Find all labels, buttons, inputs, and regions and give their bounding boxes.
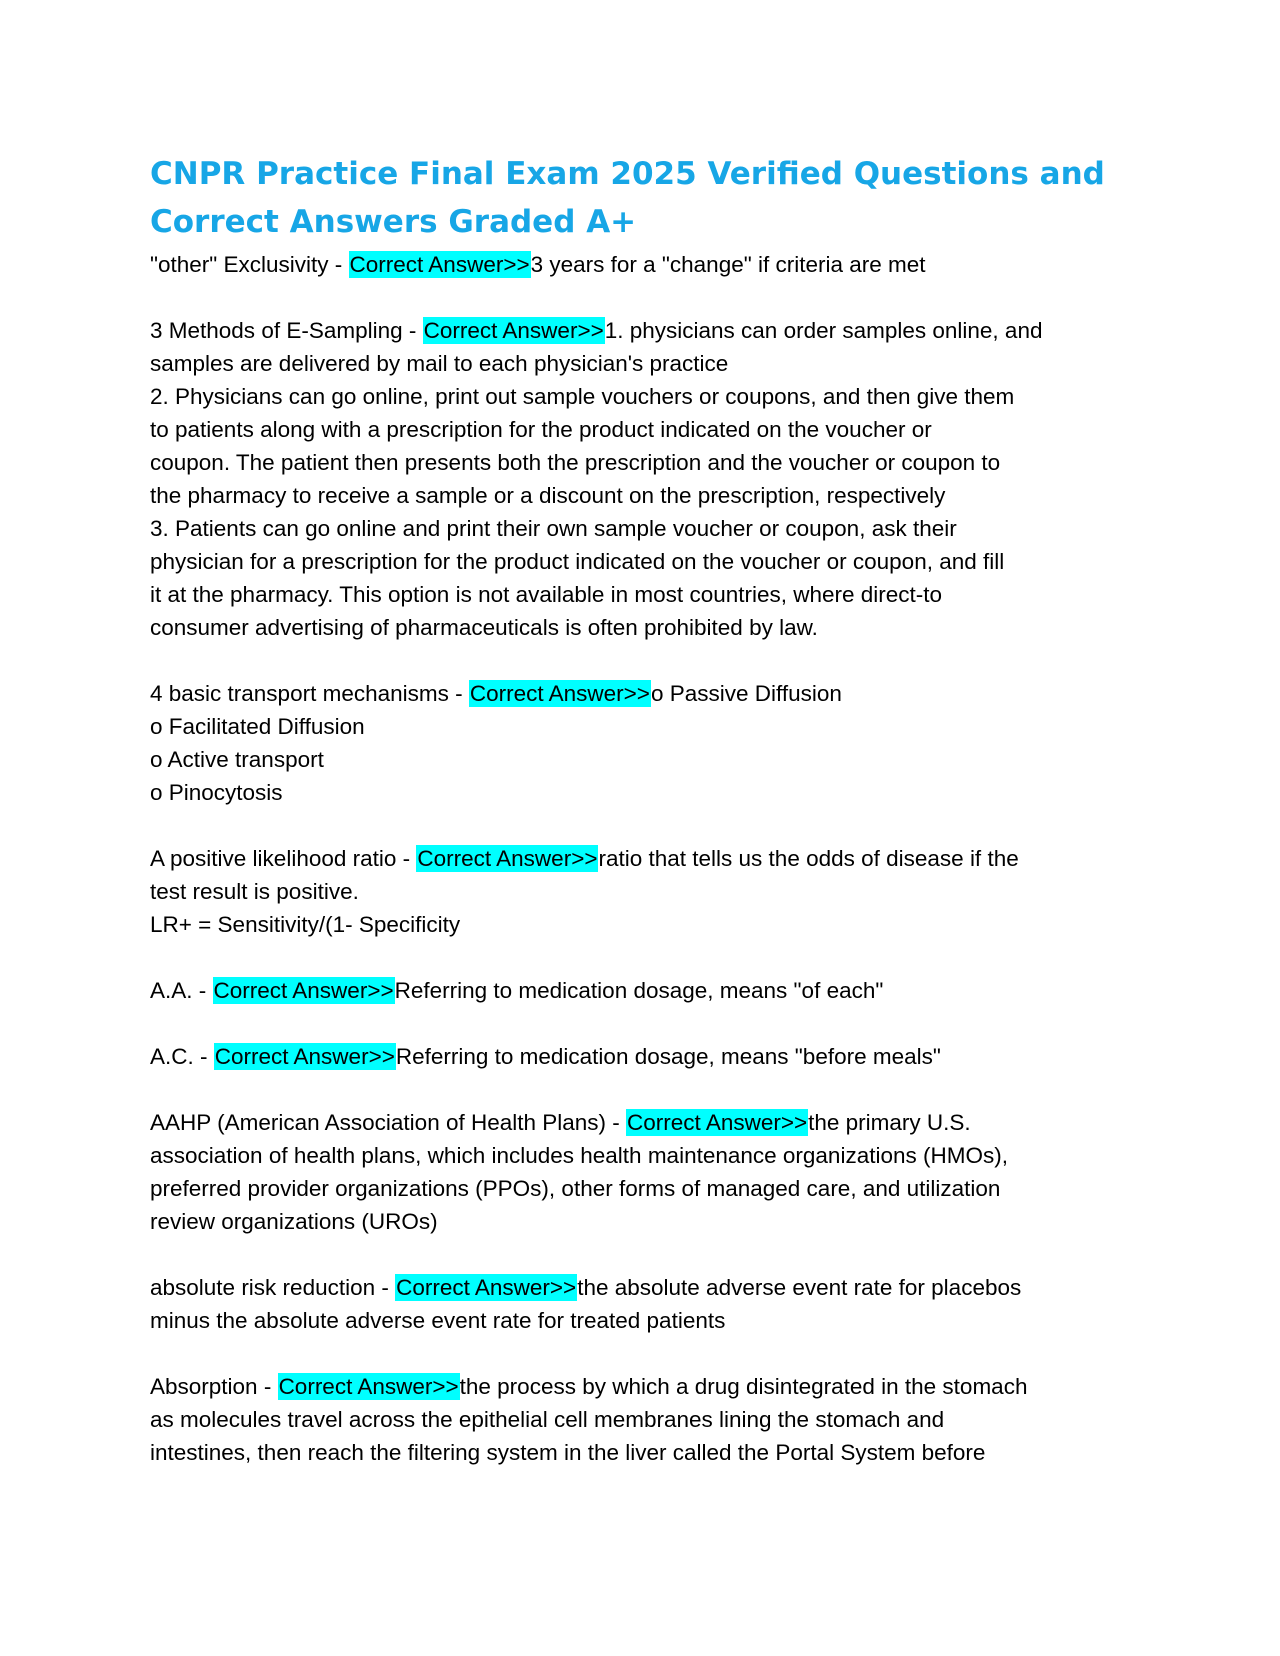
document-title: [150, 150, 1150, 246]
qa-answer-continuation-line: review organizations (UROs): [150, 1209, 438, 1234]
qa-term: A positive likelihood ratio -: [150, 846, 417, 871]
qa-term: A.A. -: [150, 978, 213, 1003]
qa-answer-continuation-line: coupon. The patient then presents both the prescription and the voucher or coupon to: [150, 450, 1001, 475]
qa-answer-continuation-line: minus the absolute adverse event rate for treated patients: [150, 1308, 726, 1333]
qa-answer-continuation-line: intestines, then reach the filtering system in the liver called the Portal System before: [150, 1440, 986, 1465]
qa-answer-continuation-line: to patients along with a prescription for the product indicated on the voucher or: [150, 417, 932, 442]
qa-entry-list: [150, 248, 1140, 1502]
qa-answer-continuation-line: samples are delivered by mail to each physician's practice: [150, 351, 729, 376]
qa-entry-first-line: [150, 1370, 1140, 1403]
qa-term: "other" Exclusivity -: [150, 252, 349, 277]
qa-answer-continuation-line: 3. Patients can go online and print their own sample voucher or coupon, ask their: [150, 516, 957, 541]
correct-answer-highlight: Correct Answer>>: [214, 1044, 395, 1069]
qa-entry: [150, 1370, 1140, 1469]
qa-answer-continuation-line: o Facilitated Diffusion: [150, 714, 365, 739]
qa-entry-first-line: [150, 1040, 1140, 1073]
qa-answer-continuation-line: it at the pharmacy. This option is not available in most countries, where direct-to: [150, 582, 943, 607]
qa-answer-continuation-line: o Active transport: [150, 747, 324, 772]
correct-answer-highlight: Correct Answer>>: [396, 1275, 577, 1300]
qa-answer: the process by which a drug disintegrated in the stomach: [459, 1374, 1028, 1399]
qa-entry: [150, 1271, 1140, 1337]
qa-answer: ratio that tells us the odds of disease if the: [598, 846, 1019, 871]
qa-entry: [150, 677, 1140, 809]
qa-answer-continuation-line: test result is positive.: [150, 879, 359, 904]
qa-answer: the absolute adverse event rate for placebos: [577, 1275, 1022, 1300]
qa-term: absolute risk reduction -: [150, 1275, 396, 1300]
qa-entry-first-line: [150, 1106, 1140, 1139]
qa-answer: o Passive Diffusion: [650, 681, 842, 706]
qa-term: 4 basic transport mechanisms -: [150, 681, 469, 706]
qa-entry-first-line: [150, 314, 1140, 347]
qa-answer-continuation-line: association of health plans, which includes health maintenance organizations (HMOs),: [150, 1143, 1008, 1168]
qa-entry-first-line: [150, 974, 1140, 1007]
qa-entry-first-line: [150, 248, 1140, 281]
qa-entry-first-line: [150, 677, 1140, 710]
qa-entry-first-line: [150, 1271, 1140, 1304]
qa-entry: [150, 1106, 1140, 1238]
qa-answer: 3 years for a "change" if criteria are met: [530, 252, 926, 277]
qa-term: 3 Methods of E-Sampling -: [150, 318, 423, 343]
qa-answer: the primary U.S.: [808, 1110, 971, 1135]
correct-answer-highlight: Correct Answer>>: [349, 252, 530, 277]
correct-answer-highlight: Correct Answer>>: [469, 681, 650, 706]
qa-answer-continuation-line: LR+ = Sensitivity/(1- Specificity: [150, 912, 461, 937]
correct-answer-highlight: Correct Answer>>: [417, 846, 598, 871]
qa-term: Absorption -: [150, 1374, 278, 1399]
correct-answer-highlight: Correct Answer>>: [627, 1110, 808, 1135]
qa-answer-continuation-line: 2. Physicians can go online, print out sample vouchers or coupons, and then give them: [150, 384, 1015, 409]
qa-entry: [150, 1040, 1140, 1073]
qa-answer-continuation-line: physician for a prescription for the product indicated on the voucher or coupon, and fill: [150, 549, 1005, 574]
qa-answer-continuation-line: o Pinocytosis: [150, 780, 283, 805]
qa-answer-continuation-line: consumer advertising of pharmaceuticals is often prohibited by law.: [150, 615, 818, 640]
qa-answer-continuation-line: the pharmacy to receive a sample or a discount on the prescription, respectively: [150, 483, 946, 508]
qa-answer-continuation-line: as molecules travel across the epithelial cell membranes lining the stomach and: [150, 1407, 945, 1432]
document-title-line-2: Correct Answers Graded A+: [150, 204, 637, 240]
correct-answer-highlight: Correct Answer>>: [213, 978, 394, 1003]
qa-entry: [150, 314, 1140, 644]
correct-answer-highlight: Correct Answer>>: [278, 1374, 459, 1399]
qa-term: A.C. -: [150, 1044, 214, 1069]
correct-answer-highlight: Correct Answer>>: [423, 318, 604, 343]
qa-entry: [150, 842, 1140, 941]
qa-answer: Referring to medication dosage, means "of each": [394, 978, 884, 1003]
qa-entry: [150, 974, 1140, 1007]
qa-answer-continuation-line: preferred provider organizations (PPOs), other forms of managed care, and utilization: [150, 1176, 1001, 1201]
qa-term: AAHP (American Association of Health Plans) -: [150, 1110, 627, 1135]
qa-entry-first-line: [150, 842, 1140, 875]
qa-answer: Referring to medication dosage, means "before meals": [395, 1044, 941, 1069]
document-title-line-1: CNPR Practice Final Exam 2025 Verified Questions and: [150, 156, 1105, 192]
qa-answer: 1. physicians can order samples online, and: [604, 318, 1043, 343]
qa-entry: [150, 248, 1140, 281]
